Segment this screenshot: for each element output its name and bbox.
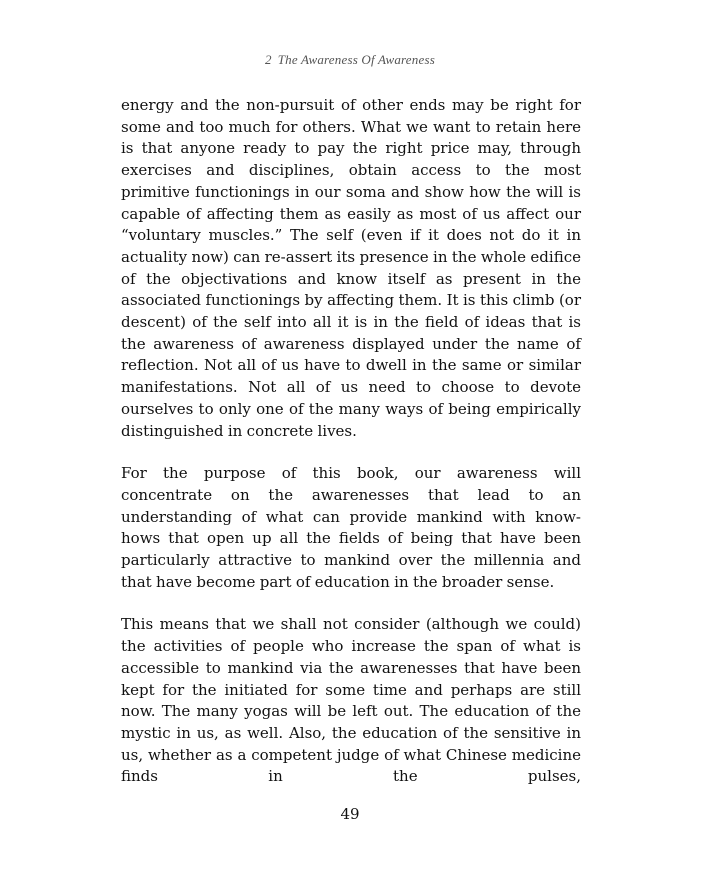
paragraph-1: energy and the non-pursuit of other ends may be right for some and too much for others. What we want to retain here is that anyone ready to pay the right price may, through exercises and disciplines, obtain access to the most primitive functionings in our soma and show how the will is capable of affecting them as easily as most of us affect our “voluntary muscles.” The self (even if it does not do it in actuality now) can re-assert its presence in the whole edifice of the objectivations and know itself as present in the associated functionings by affecting them. It is this climb (or descent) of the self into all it is in the field of ideas that is the awareness of awareness displayed under the name of reflection. Not all of us have to dwell in the same or similar manifestations. Not all of us need to choose to devote ourselves to only one of the many ways of being empirically distinguished in concrete lives.	[121, 96, 581, 440]
page-number: 49	[340, 805, 360, 823]
paragraph-3: This means that we shall not consider (although we could) the activities of people who increase the span of what is accessible to mankind via the awarenesses that have been kept for the initiated for some time and perhaps are still now. The many yogas will be left out. The education of the mystic in us, as well. Also, the education of the sensitive in us, whether as a competent judge of what Chinese medicine finds in the pulses,	[121, 615, 581, 786]
paragraph-2: For the purpose of this book, our awareness will concentrate on the awarenesses that lead to an understanding of what can provide mankind with know-hows that open up all the fields of being that have been particularly attractive to mankind over the millennia and that have become part of education in the broader sense.	[121, 464, 581, 591]
page-body	[121, 95, 581, 788]
chapter-number: 2	[265, 52, 272, 67]
chapter-title: The Awareness Of Awareness	[277, 52, 435, 67]
running-header	[0, 52, 700, 68]
